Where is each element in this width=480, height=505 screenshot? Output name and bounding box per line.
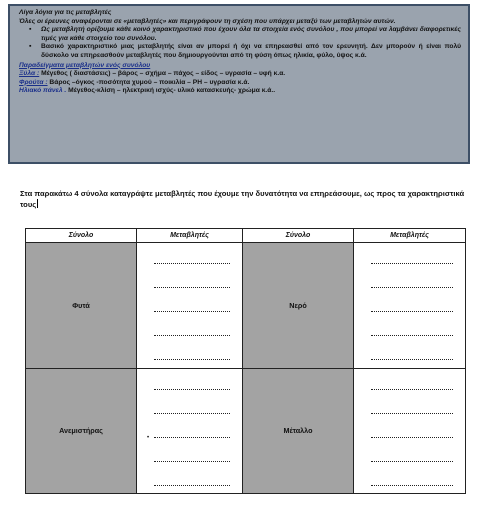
set-cell-metal: Μέταλλο	[243, 368, 354, 494]
variables-input-water[interactable]	[354, 243, 466, 369]
header-variables-right: Μεταβλητές	[354, 229, 466, 243]
example-wood	[19, 70, 461, 79]
info-bullet-1: ▪ Ως μεταβλητή ορίζουμε κάθε κοινό χαρακτηριστικό που έχουν όλα τα στοιχεία ενός συνόλου , που μπορεί να λαμβάνει διαφορετικές τιμές για κάθε στοιχείο του συνόλου.	[19, 26, 461, 43]
header-set-right: Σύνολο	[243, 229, 354, 243]
example-label: Φρούτα :	[19, 78, 48, 86]
example-text: Βάρος –όγκος -ποσότητα χυμού – ποικιλία – PH – υγρασία κ.ά.	[47, 78, 250, 86]
table-header-row	[26, 229, 466, 243]
table-row	[26, 368, 466, 494]
header-set-left: Σύνολο	[26, 229, 137, 243]
variables-input-metal[interactable]	[354, 368, 466, 494]
example-solar-panel	[19, 87, 461, 96]
example-label: Ξύλα :	[19, 70, 40, 78]
example-text: Μέγεθος-κλίση – ηλεκτρική ισχύς- υλικό κατασκευής- χρώμα κ.ά..	[66, 87, 276, 95]
set-cell-fan: Ανεμιστήρας	[26, 368, 137, 494]
example-label: Ηλιακό πάνελ .	[19, 87, 67, 95]
table-row	[26, 243, 466, 369]
instruction-body: Στα παρακάτω 4 σύνολα καταγράψτε μεταβλητές που έχουμε την δυνατότητα να επηρεάσουμε, ως προς τα χαρακτηριστικά τους	[20, 189, 465, 209]
set-cell-plants: Φυτά	[26, 243, 137, 369]
instruction-text	[20, 188, 470, 210]
info-bullet-2: ▪ Βασικό χαρακτηριστικό μιας μεταβλητής είναι αν μπορεί ή όχι να επηρεασθεί από τον ερευνητή. Δεν μπορούν ή είναι πολύ δύσκολο να επηρεασθούν μεταβλητές που δημιουργούνται από τη φύση όπως ηλικία, φύλο, ύψος κ.ά.	[19, 43, 461, 60]
example-text: Μέγεθος ( διαστάσεις) – βάρος – σχήμα – πάχος – είδος – υγρασία – υφή κ.α.	[39, 70, 286, 78]
variables-input-plants[interactable]	[137, 243, 243, 369]
variables-input-fan[interactable]	[137, 368, 243, 494]
info-title: Λίγα λόγια για τις μεταβλητές	[19, 9, 112, 16]
text-cursor	[37, 199, 38, 208]
header-variables-left: Μεταβλητές	[137, 229, 243, 243]
worksheet-table	[25, 228, 466, 494]
set-cell-water: Νερό	[243, 243, 354, 369]
info-intro: Όλες οι έρευνες αναφέρονται σε «μεταβλητές» και περιγράφουν τη σχέση που υπάρχει μεταξύ των μεταβλητών αυτών.	[19, 17, 396, 25]
examples-heading: Παραδείγματα μεταβλητών ενός συνόλου	[19, 61, 151, 69]
info-box	[8, 4, 470, 164]
